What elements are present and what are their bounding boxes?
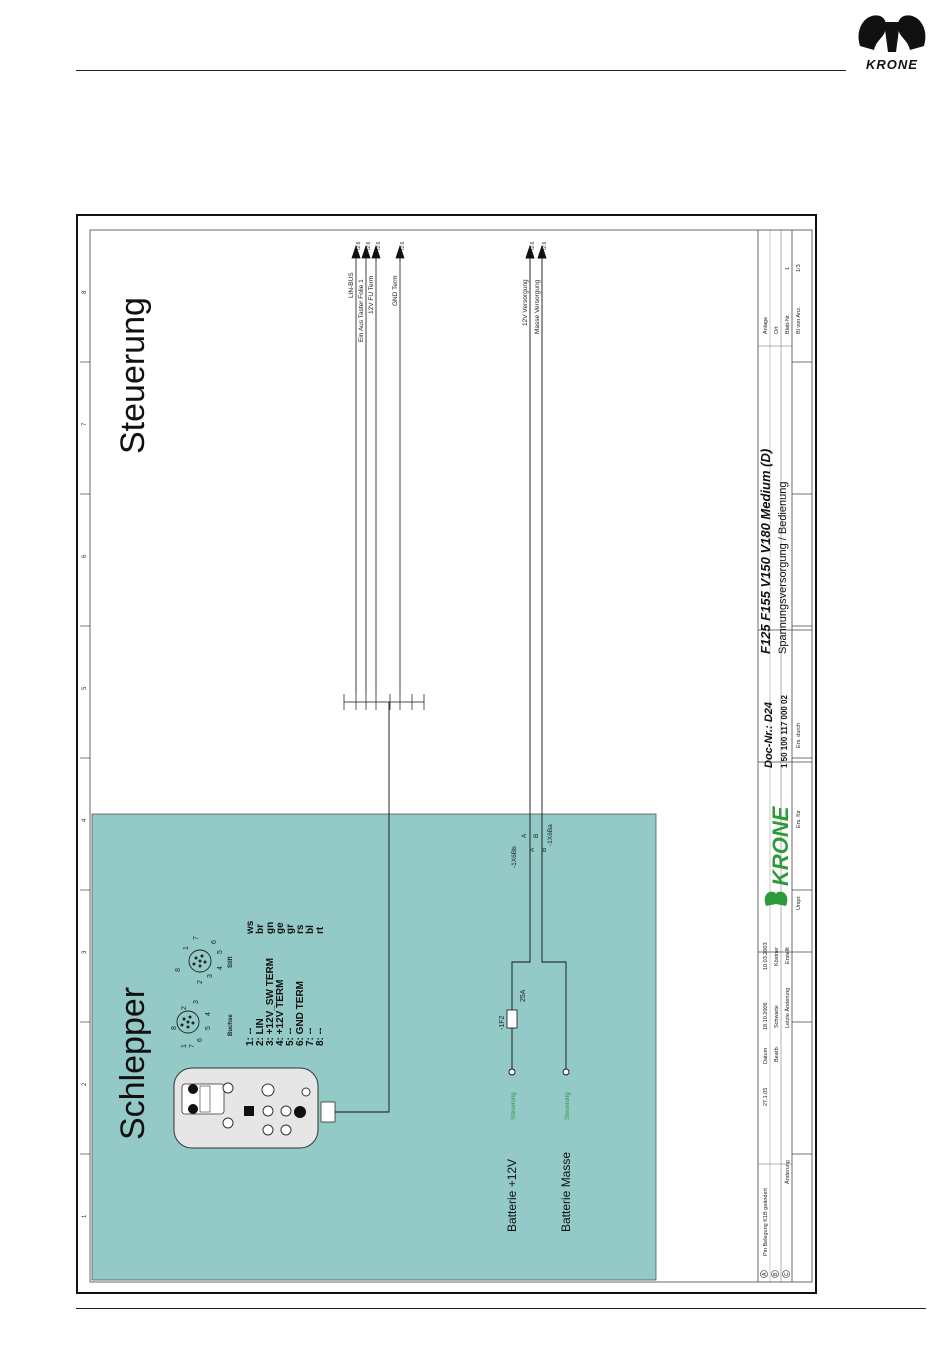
battery-plus-tag: Steuerung: [511, 1092, 517, 1120]
stift-pin-5: 5: [217, 950, 224, 954]
field-date1: 18.10.2006: [763, 1002, 769, 1030]
control-terminal-icon: [174, 1068, 335, 1148]
plug-pin-a-1: A: [529, 847, 536, 852]
plug-pin-a-2: A: [521, 833, 528, 838]
wire-color-3: gn: [265, 921, 276, 934]
field-urspr: Urspr.: [796, 895, 802, 910]
titleblock-doc-nr: Doc-Nr.: D24: [763, 701, 775, 768]
field-erstellt: Erstellt: [785, 947, 791, 964]
col-num-7: 7: [82, 422, 88, 426]
wire-color-2: br: [255, 924, 266, 934]
col-num-4: 4: [82, 818, 88, 822]
buchse-pin-7: 7: [189, 1044, 196, 1048]
field-blatt-nr: Blatt-Nr.: [785, 314, 791, 334]
battery-plus-label: Batterie +12V: [505, 1158, 519, 1232]
field-name2: Köstner: [774, 947, 780, 966]
col-num-2: 2: [82, 1082, 88, 1086]
field-datum: Datum: [763, 1047, 769, 1064]
titleblock-subtitle: Spannungsversorgung / Bedienung: [777, 481, 789, 654]
buchse-label: Buchse: [228, 1014, 234, 1036]
battery-minus-label: Batterie Masse: [559, 1151, 573, 1232]
fuse-icon: [507, 1010, 517, 1028]
stift-pin-3: 3: [207, 974, 214, 978]
rev-date: 27.1.05: [763, 1087, 769, 1106]
field-anlage: Anlage: [763, 316, 769, 334]
buchse-pin-5: 5: [205, 1026, 212, 1030]
wire-color-8: rt: [315, 926, 326, 934]
field-date2: 10.03.2003: [763, 942, 769, 970]
wire-color-1: ws: [245, 920, 256, 934]
wire-color-4: ge: [275, 922, 286, 934]
col-num-8: 8: [82, 290, 88, 294]
field-ers-fuer: Ers. für: [796, 810, 802, 828]
titleblock-krone-wordmark: KRONE: [768, 806, 793, 886]
schematic-sheet: [76, 214, 817, 1294]
stift-pin-6: 6: [211, 940, 218, 944]
wire-color-6: rs: [295, 924, 306, 934]
signal-lin-bus: LIN-BUS: [348, 272, 355, 298]
col-num-5: 5: [82, 686, 88, 690]
pin-assign-4: 4: +12V TERM: [275, 979, 286, 1046]
section-title-schlepper: Schlepper: [114, 986, 152, 1140]
field-bearb: Bearb.: [774, 1045, 780, 1062]
rev-mark-a: A: [762, 1272, 768, 1276]
pin-assign-8: 8: --: [315, 1027, 326, 1046]
pin-assign-7: 7: --: [305, 1027, 316, 1046]
col-num-3: 3: [82, 950, 88, 954]
header-rule: [76, 70, 846, 71]
signal-gnd-term: GND Term: [392, 275, 399, 306]
buchse-pin-8: 8: [171, 1026, 178, 1030]
signal-12v-versorgung: 12V Versorgung: [522, 279, 529, 326]
stift-label: Stift: [228, 956, 234, 968]
ref-lin-bus: /2.6: [356, 241, 362, 250]
stift-pin-7: 7: [193, 936, 200, 940]
field-letzte: Letzte Änderung: [785, 987, 791, 1028]
buchse-pin-1: 1: [181, 1044, 188, 1048]
signal-12v-fu: 12V FU Term: [368, 275, 375, 314]
krone-logo-wordmark: KRONE: [866, 57, 918, 72]
field-bl-von-anz: Bl von Anz.: [796, 306, 802, 334]
col-num-1: 1: [82, 1214, 88, 1218]
col-num-6: 6: [82, 554, 88, 558]
titleblock-title: F125 F155 V150 V180 Medium (D): [758, 448, 773, 654]
section-title-steuerung: Steuerung: [114, 297, 152, 454]
fuse-id: -1F2: [499, 1015, 506, 1030]
titleblock-krone-logo-icon: [765, 892, 788, 906]
stift-pin-1: 1: [183, 946, 190, 950]
field-name1: Schwarte: [774, 1005, 780, 1028]
stift-pin-8: 8: [175, 968, 182, 972]
field-blatt-val: 1: [785, 266, 791, 270]
rev-note: Pin Belegung K1B geändert: [763, 1188, 769, 1256]
schematic-drawing: [78, 216, 819, 1296]
pin-assign-2: 2: LIN: [255, 1018, 266, 1046]
rev-mark-c: C: [784, 1272, 790, 1276]
field-aenderung: Änderung: [785, 1160, 791, 1184]
fuse-rating: 25A: [520, 989, 527, 1002]
plug-pin-b-2: B: [533, 833, 540, 838]
field-ort: Ort: [774, 326, 780, 334]
plug-pin-b-1: B: [541, 847, 548, 852]
ref-masse-versorgung: /2.6: [542, 241, 548, 250]
pin-assign-6: 6: GND TERM: [295, 981, 306, 1046]
ref-12v-fu: /2.6: [376, 241, 382, 250]
rev-mark-b: B: [773, 1272, 779, 1276]
plug-label-left: -1X6Bb: [511, 846, 518, 868]
buchse-pin-6: 6: [197, 1038, 204, 1042]
signal-masse-versorgung: Masse Versorgung: [534, 279, 541, 334]
buchse-pin-2: 2: [181, 1006, 188, 1010]
pin-assign-3: 3: +12V_SW TERM: [265, 957, 276, 1046]
buchse-pin-3: 3: [193, 1000, 200, 1004]
ref-gnd-term: /2.6: [400, 241, 406, 250]
field-bl-von-val: 1/3: [796, 264, 802, 272]
ref-12v-versorgung: /2.6: [530, 241, 536, 250]
pin-assign-1: 1: --: [245, 1027, 256, 1046]
stift-pin-2: 2: [197, 980, 204, 984]
buchse-pin-4: 4: [205, 1012, 212, 1016]
stift-pin-4: 4: [217, 966, 224, 970]
wire-color-7: bl: [305, 925, 316, 934]
battery-minus-tag: Steuerung: [565, 1092, 571, 1120]
ref-ein-aus: /2.6: [366, 241, 372, 250]
field-ers-durch: Ers. durch: [796, 722, 802, 748]
footer-rule: [76, 1308, 926, 1309]
plug-label-right: -1X6Ba: [547, 824, 554, 846]
titleblock-part-nr: 1 50 100 117 000 02: [780, 695, 789, 768]
signal-ein-aus: Ein Aus Taster Folie 1: [358, 279, 365, 342]
pin-assign-5: 5: --: [285, 1027, 296, 1046]
wire-color-5: gr: [285, 924, 296, 934]
